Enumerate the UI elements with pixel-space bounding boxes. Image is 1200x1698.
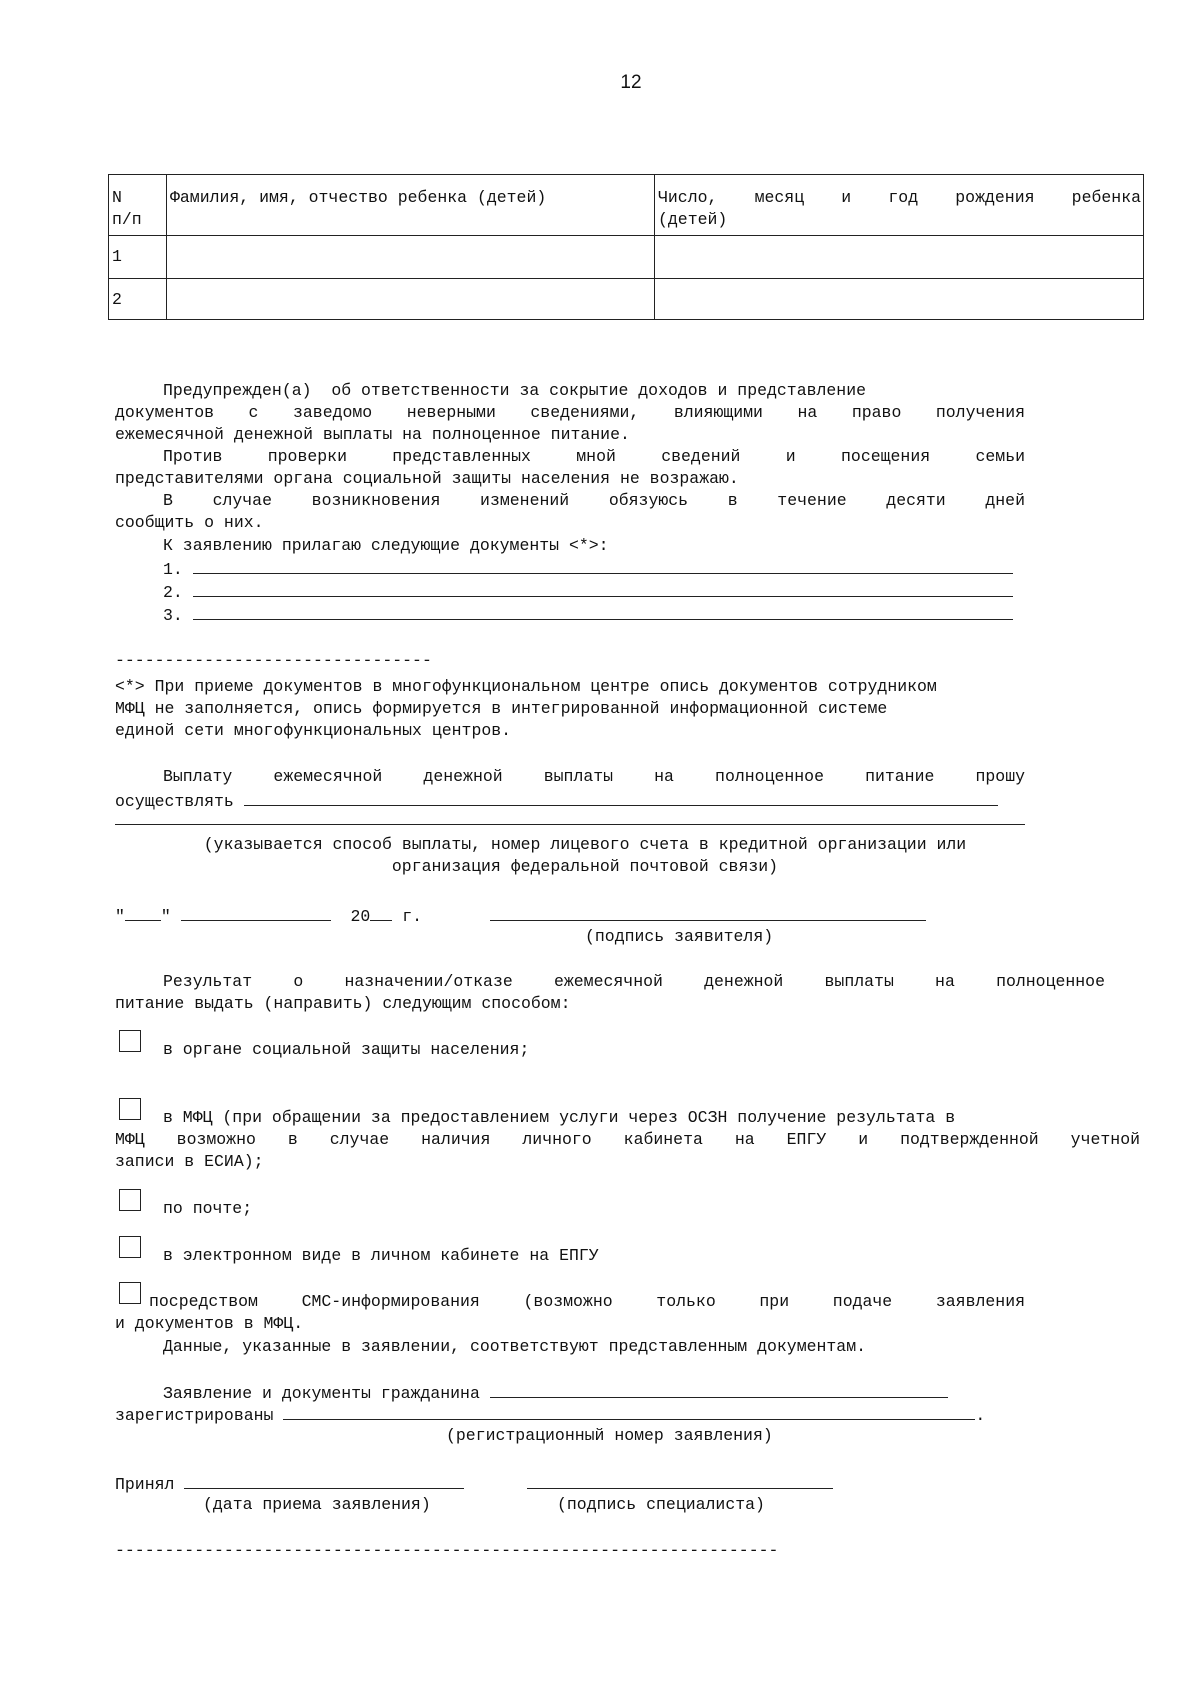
citizen-name-field[interactable] bbox=[490, 1381, 948, 1398]
row-number: 1 bbox=[109, 236, 167, 279]
registration-row-2 bbox=[115, 1403, 985, 1427]
attachment-item-1 bbox=[163, 557, 1013, 581]
registration-row-1 bbox=[163, 1381, 948, 1405]
attachment-field[interactable] bbox=[193, 557, 1013, 574]
month-field[interactable] bbox=[181, 904, 331, 921]
payment-hint: организация федеральной почтовой связи) bbox=[391, 857, 779, 876]
quote: " bbox=[115, 907, 125, 926]
warning-line: ежемесячной денежной выплаты на полноценное питание. bbox=[115, 425, 630, 444]
row-name-cell[interactable] bbox=[167, 236, 655, 279]
applicant-signature-hint: (подпись заявителя) bbox=[585, 927, 774, 946]
end-separator: ------------------------------------------------------------------- bbox=[115, 1541, 779, 1560]
specialist-signature-row bbox=[527, 1472, 833, 1496]
quote: " bbox=[160, 907, 171, 926]
header-full-name: Фамилия, имя, отчество ребенка (детей) bbox=[167, 175, 655, 236]
payment-label: осуществлять bbox=[115, 792, 234, 811]
result-intro-line: питание выдать (направить) следующим способом: bbox=[115, 994, 571, 1013]
confirmation-line: Данные, указанные в заявлении, соответствуют представленным документам. bbox=[163, 1337, 867, 1356]
option-mfc: записи в ЕСИА); bbox=[115, 1152, 264, 1171]
application-date-row bbox=[115, 904, 422, 928]
registration-label: Заявление и документы гражданина bbox=[163, 1384, 480, 1403]
registration-label: зарегистрированы bbox=[115, 1406, 274, 1425]
attachments-intro: К заявлению прилагаю следующие документы <*>: bbox=[163, 536, 609, 555]
accepted-label: Принял bbox=[115, 1475, 175, 1494]
header-number-line2: п/п bbox=[112, 210, 142, 229]
attachment-item-3 bbox=[163, 603, 1013, 627]
checkbox-epgu[interactable] bbox=[119, 1236, 141, 1258]
payment-hint: (указывается способ выплаты, номер лицевого счета в кредитной организации или bbox=[203, 835, 967, 854]
footnote-line: единой сети многофункциональных центров. bbox=[115, 721, 512, 740]
row-number: 2 bbox=[109, 279, 167, 320]
option-epgu: в электронном виде в личном кабинете на ЕПГУ bbox=[163, 1246, 599, 1265]
footnote-line: МФЦ не заполняется, опись формируется в интегрированной информационной системе bbox=[115, 699, 888, 718]
children-table bbox=[108, 174, 1144, 320]
row-birth-cell[interactable] bbox=[655, 279, 1144, 320]
attachment-field[interactable] bbox=[193, 603, 1013, 620]
table-row bbox=[109, 279, 1144, 320]
checkbox-mail[interactable] bbox=[119, 1189, 141, 1211]
table-row bbox=[109, 236, 1144, 279]
option-mfc: в МФЦ (при обращении за предоставлением услуги через ОСЗН получение результата в bbox=[163, 1108, 956, 1127]
specialist-signature-hint: (подпись специалиста) bbox=[557, 1495, 765, 1514]
specialist-signature-field[interactable] bbox=[527, 1472, 833, 1489]
consent-line: представителями органа социальной защиты населения не возражаю. bbox=[115, 469, 739, 488]
checkbox-sms[interactable] bbox=[119, 1282, 141, 1304]
acceptance-date-field[interactable] bbox=[184, 1472, 464, 1489]
header-birth-date bbox=[655, 175, 1144, 236]
header-birth-line2: (детей) bbox=[658, 210, 728, 229]
applicant-signature-row bbox=[490, 904, 926, 928]
header-number bbox=[109, 175, 167, 236]
checkbox-social-protection[interactable] bbox=[119, 1030, 141, 1052]
payment-line: Выплату ежемесячной денежной выплаты на полноценное питание прошу bbox=[163, 767, 1025, 786]
header-number-line1: N bbox=[112, 188, 122, 207]
warning-line: документов с заведомо неверными сведениями, влияющими на право получения bbox=[115, 403, 1025, 422]
warning-line: Предупрежден(а) об ответственности за сокрытие доходов и представление bbox=[163, 381, 867, 400]
attachment-item-2 bbox=[163, 580, 1013, 604]
period: . bbox=[975, 1406, 986, 1425]
option-social-protection: в органе социальной защиты населения; bbox=[163, 1040, 530, 1059]
obligation-line: сообщить о них. bbox=[115, 513, 264, 532]
option-sms: посредством СМС-информирования (возможно только при подаче заявления bbox=[149, 1292, 1025, 1311]
page-number: 12 bbox=[620, 72, 642, 93]
accepted-row bbox=[115, 1472, 464, 1496]
registration-hint: (регистрационный номер заявления) bbox=[446, 1426, 773, 1445]
payment-method-row-2 bbox=[115, 808, 1025, 832]
option-mail: по почте; bbox=[163, 1199, 253, 1218]
attachment-number: 2. bbox=[163, 583, 183, 602]
table-header-row bbox=[109, 175, 1144, 236]
year-prefix: 20 bbox=[350, 907, 371, 926]
attachment-number: 3. bbox=[163, 606, 183, 625]
attachment-field[interactable] bbox=[193, 580, 1013, 597]
result-intro-line: Результат о назначении/отказе ежемесячной денежной выплаты на полноценное bbox=[163, 972, 1105, 991]
payment-method-field[interactable] bbox=[244, 789, 998, 806]
applicant-signature-field[interactable] bbox=[490, 904, 926, 921]
registration-number-field[interactable] bbox=[283, 1403, 975, 1420]
footnote-separator: -------------------------------- bbox=[115, 651, 432, 670]
row-birth-cell[interactable] bbox=[655, 236, 1144, 279]
option-mfc: МФЦ возможно в случае наличия личного кабинета на ЕПГУ и подтвержденной учетной bbox=[115, 1130, 1140, 1149]
attachment-number: 1. bbox=[163, 560, 183, 579]
option-sms: и документов в МФЦ. bbox=[115, 1314, 304, 1333]
payment-method-field-2[interactable] bbox=[115, 808, 1025, 825]
consent-line: Против проверки представленных мной сведений и посещения семьи bbox=[163, 447, 1025, 466]
footnote-line: <*> При приеме документов в многофункциональном центре опись документов сотрудником bbox=[115, 677, 937, 696]
day-field[interactable] bbox=[125, 904, 161, 921]
header-birth-line1: Число, месяц и год рождения ребенка bbox=[658, 188, 1141, 207]
acceptance-date-hint: (дата приема заявления) bbox=[203, 1495, 431, 1514]
checkbox-mfc[interactable] bbox=[119, 1098, 141, 1120]
year-suffix: г. bbox=[402, 907, 423, 926]
row-name-cell[interactable] bbox=[167, 279, 655, 320]
year-field[interactable] bbox=[370, 904, 392, 921]
obligation-line: В случае возникновения изменений обязуюсь в течение десяти дней bbox=[163, 491, 1025, 510]
